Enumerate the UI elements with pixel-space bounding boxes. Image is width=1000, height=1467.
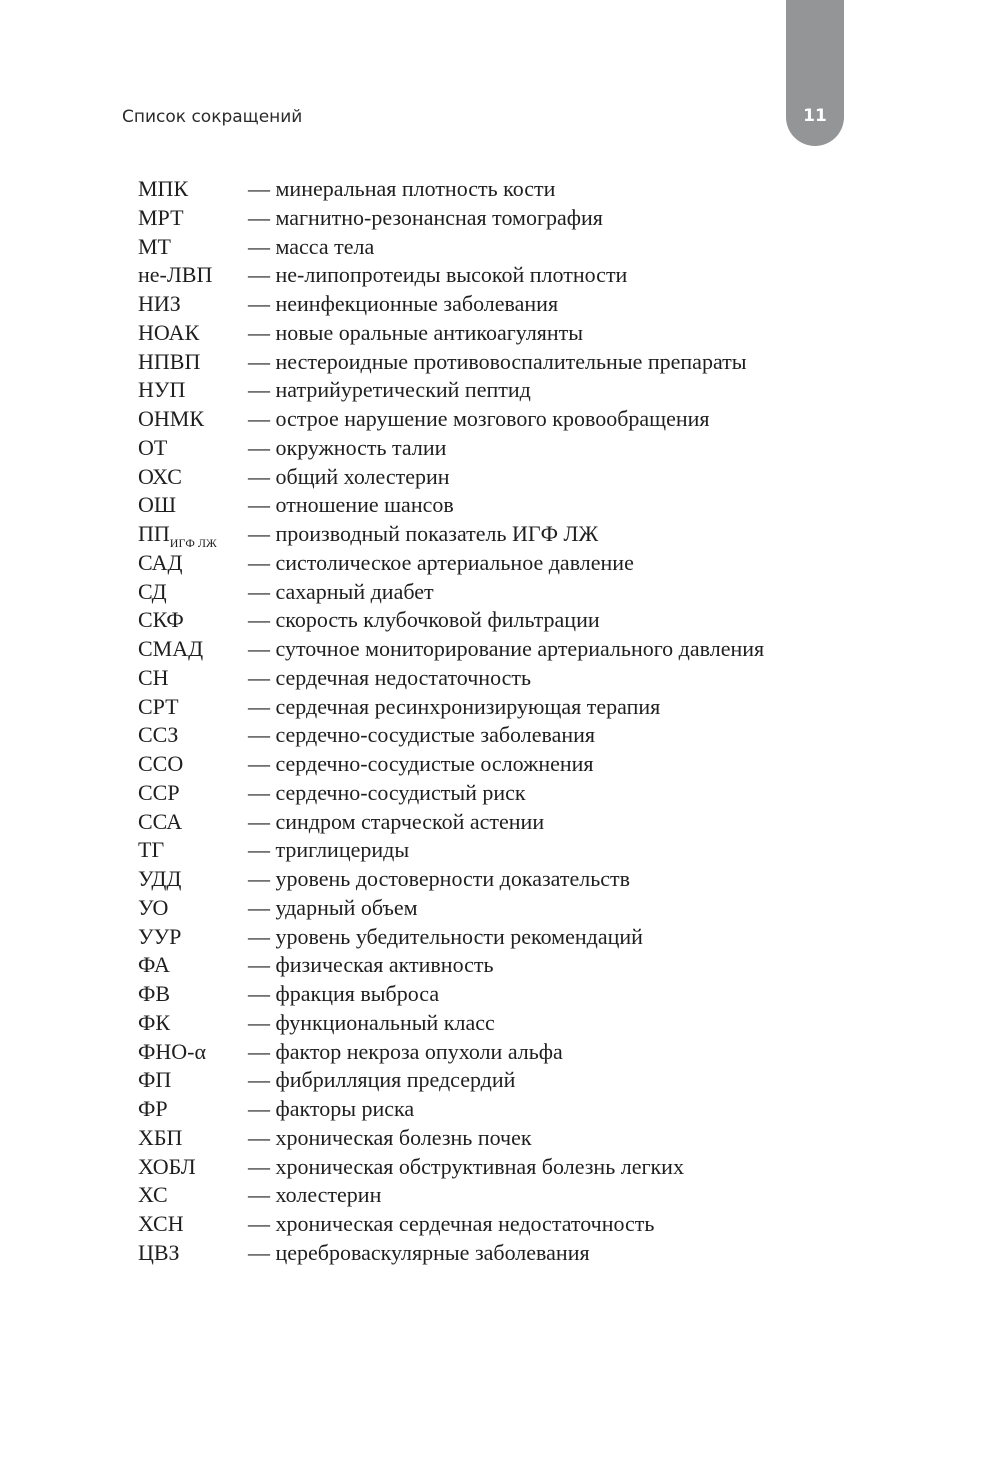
abbreviation-term-text: УО [138, 894, 169, 920]
abbreviation-row [138, 1095, 764, 1124]
abbreviation-row [138, 1153, 764, 1182]
abbreviation-row [138, 405, 764, 434]
abbreviation-term-text: СН [138, 664, 169, 690]
abbreviation-term-text: ХОБЛ [138, 1153, 196, 1179]
abbreviation-term [138, 779, 248, 808]
abbreviation-row [138, 1009, 764, 1038]
abbreviation-row [138, 635, 764, 664]
abbreviation-row [138, 894, 764, 923]
abbreviation-row [138, 1181, 764, 1210]
abbreviation-term [138, 1038, 248, 1067]
abbreviation-definition: — цереброваскулярные заболевания [248, 1239, 590, 1265]
abbreviation-term-text: УДД [138, 866, 182, 891]
abbreviation-definition: — отношение шансов [248, 492, 454, 518]
abbreviation-definition: — сердечно-сосудистые осложнения [248, 751, 594, 776]
abbreviation-row [138, 549, 764, 578]
abbreviation-row [138, 693, 764, 722]
abbreviation-definition: — хроническая обструктивная болезнь легких [248, 1153, 684, 1179]
abbreviation-row [138, 376, 764, 405]
abbreviation-row [138, 721, 764, 750]
abbreviation-definition: — физическая активность [248, 952, 494, 978]
abbreviation-row [138, 865, 764, 894]
abbreviation-term [138, 1124, 248, 1153]
abbreviation-term [138, 520, 248, 549]
abbreviation-term [138, 175, 248, 204]
abbreviation-row [138, 951, 764, 980]
abbreviation-definition: — сердечная ресинхронизирующая терапия [248, 693, 661, 719]
abbreviation-term [138, 491, 248, 520]
abbreviation-row [138, 1038, 764, 1067]
running-header-title: Список сокращений [122, 107, 303, 127]
abbreviation-term-text: ССО [138, 751, 184, 776]
abbreviation-term [138, 1095, 248, 1124]
abbreviation-term [138, 348, 248, 377]
abbreviation-term-text: ПП [138, 521, 170, 546]
abbreviation-term [138, 1066, 248, 1095]
abbreviation-term [138, 204, 248, 233]
abbreviation-term [138, 923, 248, 952]
abbreviation-definition: — производный показатель ИГФ ЛЖ [248, 521, 599, 546]
abbreviation-term [138, 463, 248, 492]
abbreviation-term-text: ССА [138, 808, 183, 834]
abbreviation-term [138, 434, 248, 463]
abbreviation-term-text: ФНО-α [138, 1038, 207, 1064]
abbreviation-term [138, 980, 248, 1009]
abbreviation-term-text: СД [138, 578, 167, 604]
abbreviation-term-subscript: ИГФ ЛЖ [169, 536, 217, 550]
abbreviation-definition: — новые оральные антикоагулянты [248, 319, 584, 345]
abbreviation-list [138, 175, 764, 1268]
abbreviation-term-text: ФВ [138, 981, 171, 1006]
abbreviation-term [138, 261, 248, 290]
abbreviation-row [138, 290, 764, 319]
abbreviation-definition: — магнитно-резонансная томография [248, 204, 603, 230]
abbreviation-term-text: МРТ [138, 204, 184, 230]
abbreviation-term-text: ОНМК [138, 406, 205, 431]
abbreviation-definition: — минеральная плотность кости [248, 176, 556, 201]
abbreviation-term-text: не-ЛВП [138, 262, 213, 288]
abbreviation-definition: — сердечно-сосудистый риск [248, 779, 526, 805]
abbreviation-term-text: ХБП [138, 1124, 183, 1150]
abbreviation-row [138, 261, 764, 290]
abbreviation-row [138, 1210, 764, 1239]
abbreviation-row [138, 319, 764, 348]
abbreviation-term [138, 635, 248, 664]
abbreviation-term-text: НОАК [138, 319, 200, 345]
abbreviation-row [138, 1239, 764, 1268]
abbreviation-term-text: ФА [138, 952, 170, 978]
page-number-tab [786, 0, 844, 146]
abbreviation-term-text: СМАД [138, 636, 204, 661]
abbreviation-row [138, 808, 764, 837]
abbreviation-definition: — фракция выброса [248, 981, 440, 1006]
abbreviation-definition: — факторы риска [248, 1096, 415, 1121]
abbreviation-row [138, 779, 764, 808]
abbreviation-definition: — хроническая болезнь почек [248, 1124, 532, 1150]
abbreviation-definition: — хроническая сердечная недостаточность [248, 1211, 655, 1236]
abbreviation-definition: — триглицериды [248, 837, 410, 863]
abbreviation-term-text: ТГ [138, 837, 165, 863]
abbreviation-term-text: СРТ [138, 693, 179, 719]
abbreviation-term [138, 606, 248, 635]
abbreviation-definition: — суточное мониторирование артериального давления [248, 636, 765, 661]
abbreviation-term-text: ОШ [138, 492, 177, 518]
abbreviation-definition: — сахарный диабет [248, 578, 434, 604]
abbreviation-row [138, 923, 764, 952]
abbreviation-definition: — не-липопротеиды высокой плотности [248, 262, 628, 288]
abbreviation-definition: — нестероидные противовоспалительные препараты [248, 348, 747, 374]
abbreviation-row [138, 463, 764, 492]
abbreviation-definition: — общий холестерин [248, 463, 450, 489]
abbreviation-term-text: НУП [138, 377, 186, 403]
abbreviation-term [138, 750, 248, 779]
abbreviation-term [138, 693, 248, 722]
abbreviation-term [138, 951, 248, 980]
abbreviation-row [138, 491, 764, 520]
abbreviation-term [138, 1210, 248, 1239]
abbreviation-term-text: НИЗ [138, 291, 181, 316]
abbreviation-term [138, 894, 248, 923]
abbreviation-row [138, 578, 764, 607]
abbreviation-term-text: ССР [138, 779, 180, 805]
abbreviation-definition: — неинфекционные заболевания [248, 291, 559, 316]
abbreviation-row [138, 434, 764, 463]
abbreviation-term-text: ОТ [138, 434, 168, 460]
abbreviation-row [138, 980, 764, 1009]
abbreviation-term [138, 319, 248, 348]
page-number: 11 [803, 106, 827, 126]
abbreviation-row [138, 1066, 764, 1095]
abbreviation-term-text: ОХС [138, 463, 182, 489]
abbreviation-term-text: ССЗ [138, 722, 179, 748]
abbreviation-definition: — окружность талии [248, 434, 447, 460]
abbreviation-term [138, 865, 248, 894]
abbreviation-term-text: ХСН [138, 1211, 184, 1236]
abbreviation-definition: — сердечная недостаточность [248, 664, 532, 690]
abbreviation-definition: — холестерин [248, 1182, 382, 1208]
abbreviation-definition: — ударный объем [248, 894, 418, 920]
abbreviation-row [138, 175, 764, 204]
abbreviation-row [138, 750, 764, 779]
abbreviation-definition: — уровень убедительности рекомендаций [248, 923, 643, 949]
abbreviation-term-text: УУР [138, 923, 182, 949]
abbreviation-row [138, 520, 764, 549]
abbreviation-term [138, 578, 248, 607]
abbreviation-term [138, 1239, 248, 1268]
abbreviation-term [138, 405, 248, 434]
abbreviation-row [138, 836, 764, 865]
abbreviation-term-text: ЦВЗ [138, 1239, 180, 1265]
abbreviation-definition: — масса тела [248, 233, 375, 259]
abbreviation-definition: — фибрилляция предсердий [248, 1067, 516, 1093]
abbreviation-definition: — натрийуретический пептид [248, 377, 531, 403]
abbreviation-term [138, 233, 248, 262]
abbreviation-row [138, 664, 764, 693]
abbreviation-definition: — фактор некроза опухоли альфа [248, 1038, 563, 1064]
abbreviation-term [138, 721, 248, 750]
abbreviation-term [138, 549, 248, 578]
abbreviation-row [138, 233, 764, 262]
abbreviation-row [138, 204, 764, 233]
abbreviation-term-text: ХС [138, 1182, 168, 1208]
abbreviation-definition: — синдром старческой астении [248, 808, 545, 834]
abbreviation-row [138, 348, 764, 377]
abbreviation-term-text: ФП [138, 1067, 172, 1093]
abbreviation-term-text: МПК [138, 176, 189, 201]
abbreviation-row [138, 1124, 764, 1153]
abbreviation-term [138, 836, 248, 865]
abbreviation-definition: — уровень достоверности доказательств [248, 866, 631, 891]
abbreviation-term-text: НПВП [138, 348, 201, 374]
abbreviation-term-text: СКФ [138, 607, 184, 633]
abbreviation-definition: — систолическое артериальное давление [248, 549, 634, 575]
abbreviation-definition: — острое нарушение мозгового кровообращения [248, 406, 710, 431]
abbreviation-term [138, 1009, 248, 1038]
abbreviation-term-text: САД [138, 549, 183, 575]
abbreviation-definition: — скорость клубочковой фильтрации [248, 607, 600, 633]
abbreviation-term-text: МТ [138, 233, 171, 259]
abbreviation-term [138, 376, 248, 405]
abbreviation-term [138, 290, 248, 319]
abbreviation-row [138, 606, 764, 635]
abbreviation-term [138, 1153, 248, 1182]
abbreviation-term [138, 808, 248, 837]
abbreviation-term-text: ФК [138, 1009, 171, 1035]
abbreviation-term [138, 1181, 248, 1210]
abbreviation-term [138, 664, 248, 693]
abbreviation-definition: — сердечно-сосудистые заболевания [248, 722, 596, 748]
abbreviation-definition: — функциональный класс [248, 1009, 495, 1035]
abbreviation-term-text: ФР [138, 1096, 168, 1121]
